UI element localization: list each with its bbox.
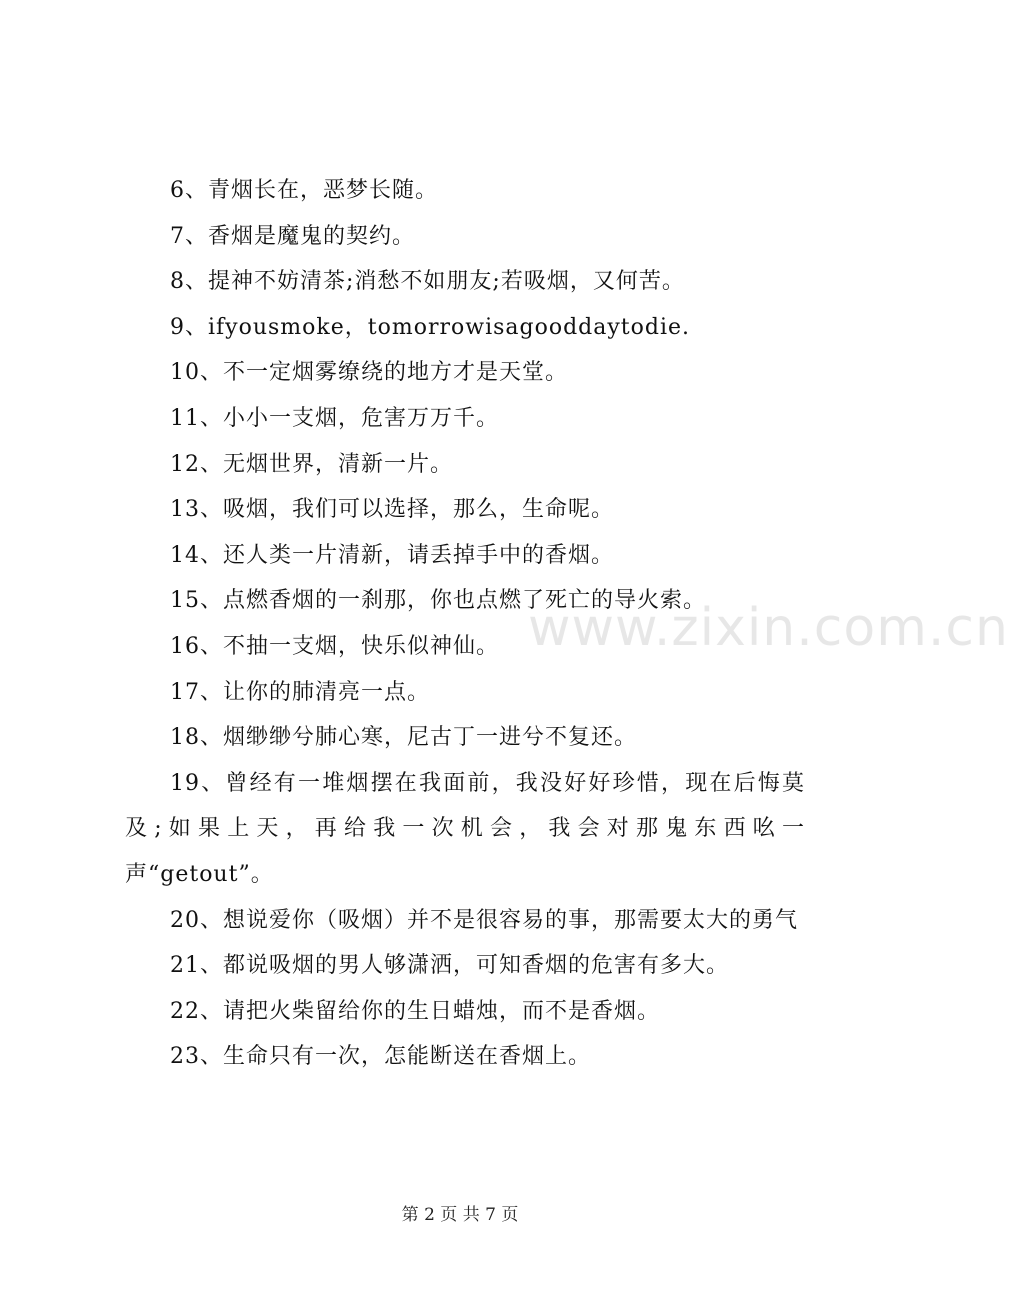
paragraph-14: 14、还人类一片清新，请丢掉手中的香烟。 — [170, 542, 614, 568]
watermark: www.zixin.com.cn — [528, 598, 1009, 658]
paragraph-16: 16、不抽一支烟，快乐似神仙。 — [170, 633, 499, 659]
page-footer: 第 2 页 共 7 页 — [401, 1205, 519, 1225]
paragraph-6: 6、青烟长在，恶梦长随。 — [170, 178, 438, 203]
paragraph-20: 20、想说爱你（吸烟）并不是很容易的事，那需要太大的勇气 — [170, 907, 798, 933]
paragraph-17: 17、让你的肺清亮一点。 — [170, 679, 430, 705]
paragraph-23: 23、生命只有一次，怎能断送在香烟上。 — [170, 1044, 591, 1070]
paragraph-10: 10、不一定烟雾缭绕的地方才是天堂。 — [170, 360, 568, 386]
paragraph-15: 15、点燃香烟的一刹那，你也点燃了死亡的导火索。 — [170, 588, 706, 614]
paragraph-7: 7、香烟是魔鬼的契约。 — [170, 223, 415, 249]
paragraph-19: 19、曾经有一堆烟摆在我面前，我没好好珍惜，现在后悔莫及;如果上天，再给我一次机会，我会对那鬼东西吆一声“getout”。 — [125, 770, 805, 887]
paragraph-13: 13、吸烟，我们可以选择，那么，生命呢。 — [170, 497, 614, 523]
paragraph-9: 9、ifyousmoke，tomorrowisagooddaytodie. — [170, 314, 691, 340]
paragraph-21: 21、都说吸烟的男人够潇洒，可知香烟的危害有多大。 — [170, 953, 729, 979]
paragraph-18: 18、烟缈缈兮肺心寒，尼古丁一进兮不复还。 — [170, 725, 637, 751]
paragraph-12: 12、无烟世界，清新一片。 — [170, 451, 453, 477]
document-body — [125, 168, 805, 1080]
paragraph-8: 8、提神不妨清茶;消愁不如朋友;若吸烟，又何苦。 — [170, 269, 685, 295]
paragraph-11: 11、小小一支烟，危害万万千。 — [170, 405, 499, 431]
paragraph-22: 22、请把火柴留给你的生日蜡烛，而不是香烟。 — [170, 998, 660, 1024]
